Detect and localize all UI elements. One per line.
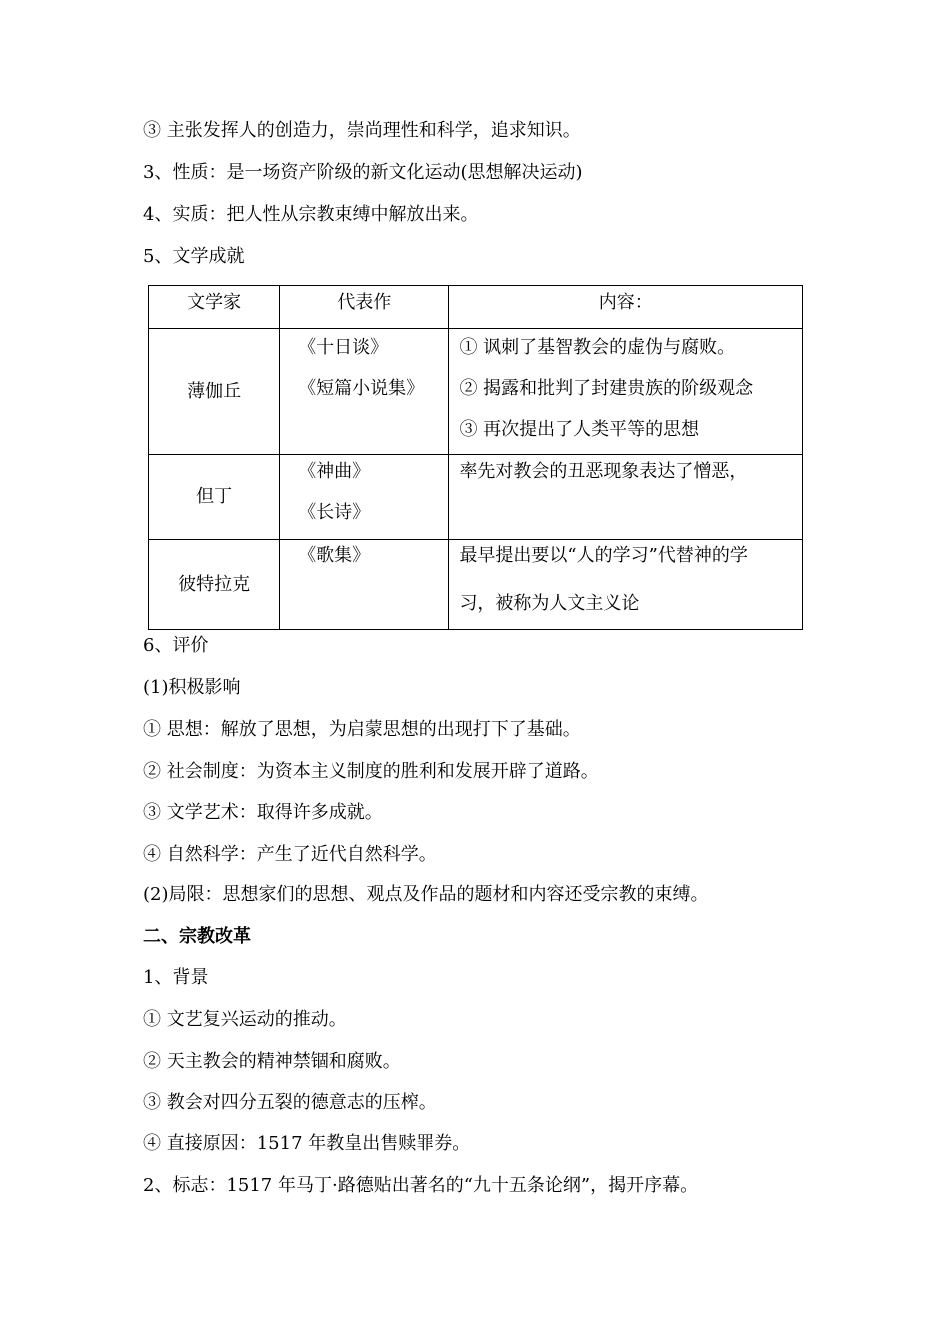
content-line: 最早提出要以“人的学习”代替神的学: [459, 545, 748, 566]
positive-impact-heading: (1)积极影响: [143, 677, 241, 698]
writer-name: 彼特拉克: [149, 540, 280, 630]
table-header-row: [149, 286, 803, 329]
content-line: 率先对教会的丑恶现象表达了憎恶，: [459, 461, 748, 482]
works-cell: [280, 329, 449, 455]
work-title: 《十日谈》: [298, 337, 389, 358]
symbol-line: 2、标志：1517 年马丁·路德贴出著名的“九十五条论纲”，揭开序幕。: [143, 1175, 699, 1196]
limitation-line: (2)局限：思想家们的思想、观点及作品的题材和内容还受宗教的束缚。: [143, 884, 709, 905]
background-line-2: ② 天主教会的精神禁锢和腐败。: [143, 1051, 401, 1072]
background-line-1: ① 文艺复兴运动的推动。: [143, 1009, 347, 1030]
table-row: [149, 540, 803, 630]
impact-line-2: ② 社会制度：为资本主义制度的胜利和发展开辟了道路。: [143, 761, 599, 782]
header-cell-works: 代表作: [280, 286, 449, 329]
impact-line-4: ④ 自然科学：产生了近代自然科学。: [143, 844, 437, 865]
header-cell-content: 内容：: [449, 286, 803, 329]
header-cell-writer: 文学家: [149, 286, 280, 329]
content-line: ① 讽刺了基智教会的虚伪与腐败。: [459, 337, 736, 358]
intro-line-4: 5、文学成就: [143, 246, 245, 267]
work-title: 《短篇小说集》: [298, 378, 425, 399]
content-line: 习，被称为人文主义论: [459, 593, 640, 614]
impact-line-3: ③ 文学艺术：取得许多成就。: [143, 802, 383, 823]
section-heading: 二、宗教改革: [143, 926, 251, 947]
content-line: ② 揭露和批判了封建贵族的阶级观念: [459, 378, 754, 399]
intro-line-1: ③ 主张发挥人的创造力，崇尚理性和科学，追求知识。: [143, 120, 581, 141]
intro-line-3: 4、实质：把人性从宗教束缚中解放出来。: [143, 204, 479, 225]
writer-name: 薄伽丘: [149, 329, 280, 455]
works-cell: [280, 455, 449, 540]
content-cell: [449, 455, 803, 540]
content-cell: [449, 540, 803, 630]
intro-line-2: 3、性质：是一场资产阶级的新文化运动(思想解决运动): [143, 162, 583, 183]
evaluation-heading: 6、评价: [143, 635, 209, 656]
impact-line-1: ① 思想：解放了思想，为启蒙思想的出现打下了基础。: [143, 719, 581, 740]
work-title: 《歌集》: [298, 545, 371, 566]
table-row: [149, 329, 803, 455]
literature-table: [148, 285, 803, 630]
writer-name: 但丁: [149, 455, 280, 540]
work-title: 《长诗》: [298, 502, 371, 523]
background-line-3: ③ 教会对四分五裂的德意志的压榨。: [143, 1092, 437, 1113]
content-cell: [449, 329, 803, 455]
table-row: [149, 455, 803, 540]
works-cell: [280, 540, 449, 630]
background-heading: 1、背景: [143, 967, 209, 988]
content-line: ③ 再次提出了人类平等的思想: [459, 419, 700, 440]
background-line-4: ④ 直接原因：1517 年教皇出售赎罪券。: [143, 1133, 471, 1154]
work-title: 《神曲》: [298, 461, 371, 482]
